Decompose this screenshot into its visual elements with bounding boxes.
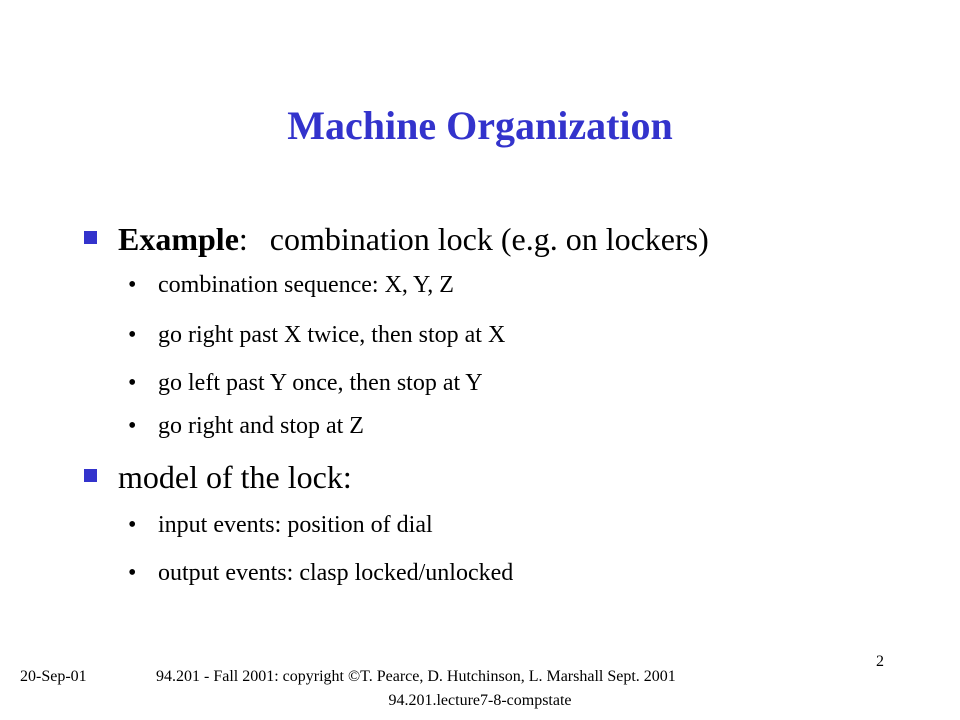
round-bullet-icon: • [128,560,137,586]
round-bullet-icon: • [128,322,137,348]
bullet-example-colon: : [238,221,248,257]
sub-bullet-text: output events: clasp locked/unlocked [158,560,514,586]
sub-bullet-text: input events: position of dial [158,512,433,538]
sub-bullet-text: go left past Y once, then stop at Y [158,370,483,396]
footer-course: 94.201 - Fall 2001: copyright ©T. Pearce, D. Hutchinson, L. Marshall Sept. 2001 [156,668,676,685]
footer-file: 94.201.lecture7-8-compstate [388,692,572,709]
slide-title: Machine Organization [287,103,673,148]
footer-date: 20-Sep-01 [20,668,87,685]
square-bullet-icon [84,469,97,482]
round-bullet-icon: • [128,413,137,439]
bullet-example-label: Example [118,221,239,257]
round-bullet-icon: • [128,370,137,396]
sub-bullet-text: go right and stop at Z [158,413,364,439]
bullet-example-body: combination lock (e.g. on lockers) [269,221,709,257]
sub-bullet-text: combination sequence: X, Y, Z [158,272,454,298]
round-bullet-icon: • [128,512,137,538]
round-bullet-icon: • [128,272,137,298]
bullet-example-text [118,220,709,258]
sub-bullet-text: go right past X twice, then stop at X [158,322,506,348]
bullet-model-text: model of the lock: [118,459,352,495]
square-bullet-icon [84,231,97,244]
page-number: 2 [876,653,884,670]
